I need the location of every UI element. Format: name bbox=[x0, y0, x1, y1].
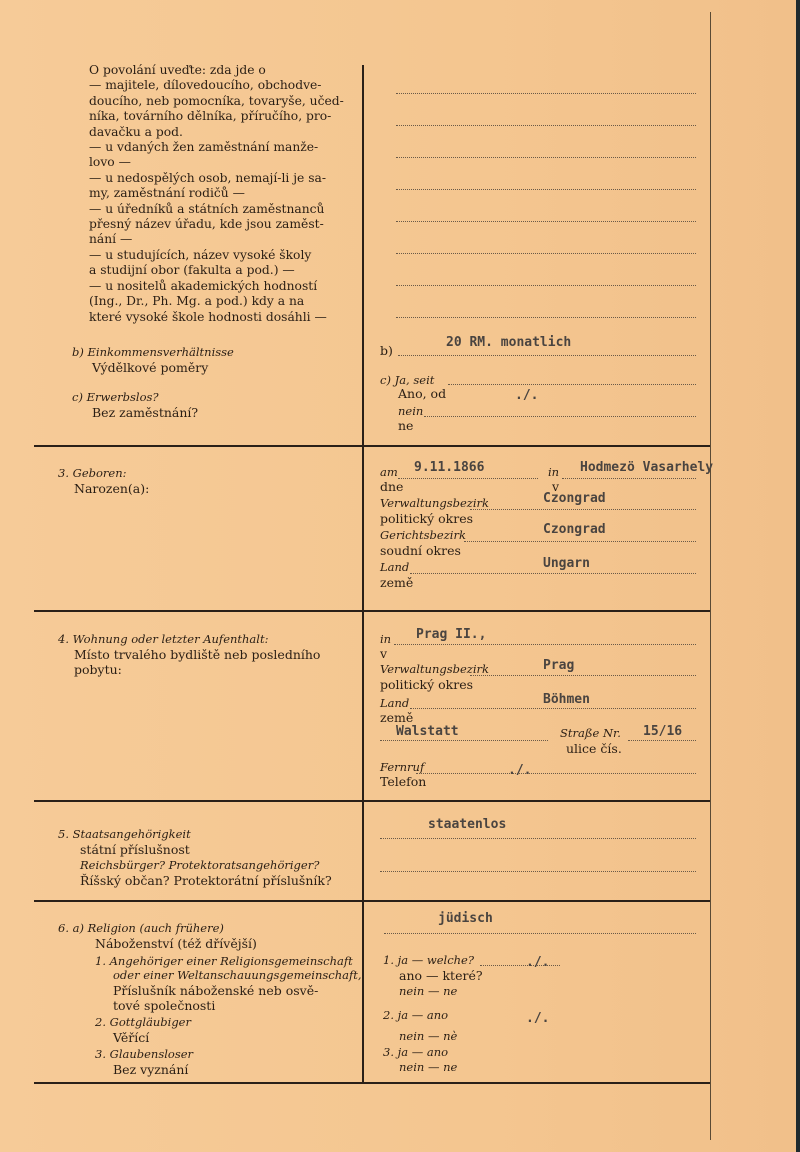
text-line: které vysoké škole hodnosti dosáhli — bbox=[89, 309, 327, 324]
res-land-label-cz: země bbox=[380, 710, 414, 725]
nein-line bbox=[424, 416, 696, 417]
income-label-de: b) Einkommensverhältnisse bbox=[72, 345, 234, 359]
entry-line bbox=[396, 285, 696, 286]
court-label-de: Gerichtsbezirk bbox=[380, 528, 466, 542]
res-district-label-de: Verwaltungsbezirk bbox=[380, 662, 489, 676]
row-divider bbox=[34, 900, 710, 902]
text-line: — u studujících, název vysoké školy bbox=[89, 247, 312, 262]
street-label-cz: ulice čís. bbox=[566, 741, 622, 756]
phone-label-cz: Telefon bbox=[380, 774, 427, 789]
text-line: lovo — bbox=[89, 155, 131, 170]
row-divider bbox=[34, 445, 710, 447]
religion-label-cz: Náboženství (též dřívější) bbox=[95, 936, 257, 951]
citizenship-line bbox=[380, 871, 696, 872]
religion-answer: jüdisch bbox=[438, 911, 493, 926]
ne-label: ne bbox=[398, 418, 414, 433]
income-prefix: b) bbox=[380, 343, 393, 358]
income-line bbox=[398, 355, 696, 356]
citizenship-sub-de: Reichsbürger? Protektoratsangehöriger? bbox=[80, 858, 320, 872]
ano-od-label: Ano, od bbox=[398, 386, 447, 401]
text-line: níka, továrního dělníka, příručího, pro- bbox=[89, 109, 332, 124]
birth-date: 9.11.1866 bbox=[414, 460, 485, 475]
am-label: am bbox=[380, 465, 398, 479]
unemployed-line bbox=[448, 384, 696, 385]
text-line: a studijní obor (fakulta a pod.) — bbox=[89, 263, 295, 278]
birth-court: Czongrad bbox=[543, 522, 606, 537]
income-label-cz: Výdělkové poměry bbox=[92, 360, 209, 375]
citizenship-answer: staatenlos bbox=[428, 817, 507, 832]
entry-line bbox=[396, 125, 696, 126]
entry-line bbox=[396, 93, 696, 94]
court-label-cz: soudní okres bbox=[380, 543, 461, 558]
citizenship-line bbox=[380, 838, 696, 839]
born-label-de: 3. Geboren: bbox=[58, 466, 127, 480]
district-line bbox=[470, 509, 696, 510]
residence-label-cz2: pobytu: bbox=[74, 662, 122, 677]
land-label-cz: země bbox=[380, 575, 414, 590]
religion-a1-answer: ./. bbox=[526, 955, 550, 970]
unemployed-label-cz: Bez zaměstnání? bbox=[92, 405, 199, 420]
religion-a3-nein: nein — ne bbox=[399, 1060, 458, 1074]
place-line bbox=[562, 478, 696, 479]
religion-item1-cz2: tové společnosti bbox=[113, 998, 216, 1013]
citizenship-label-de: 5. Staatsangehörigkeit bbox=[58, 827, 191, 841]
res-in-label: in bbox=[380, 632, 392, 646]
entry-line bbox=[396, 157, 696, 158]
unemployed-answer: ./. bbox=[515, 388, 539, 403]
res-land: Böhmen bbox=[543, 692, 590, 707]
religion-item3-de: 3. Glaubensloser bbox=[95, 1047, 194, 1061]
res-district-line bbox=[470, 675, 696, 676]
text-line: — u nositelů akademických hodností bbox=[89, 278, 318, 293]
res-district: Prag bbox=[543, 658, 575, 673]
religion-a1-de: 1. ja — welche? bbox=[383, 953, 475, 967]
text-line: přesný název úřadu, kde jsou zaměst- bbox=[89, 217, 324, 232]
res-number: 15/16 bbox=[643, 724, 683, 739]
land-label-de: Land bbox=[380, 560, 410, 574]
religion-a2-answer: ./. bbox=[526, 1011, 550, 1026]
res-land-line bbox=[410, 708, 696, 709]
nein-label: nein bbox=[398, 404, 424, 418]
text-line: O povolání uveďte: zda jde o bbox=[89, 63, 266, 77]
text-line: — u úředníků a státních zaměstnanců bbox=[89, 201, 325, 216]
religion-item2-de: 2. Gottgläubiger bbox=[95, 1015, 191, 1029]
entry-line bbox=[396, 221, 696, 222]
birth-district: Czongrad bbox=[543, 491, 606, 506]
religion-a2-de: 2. ja — ano bbox=[383, 1008, 449, 1022]
religion-item2-cz: Věřící bbox=[113, 1030, 150, 1045]
born-label-cz: Narozen(a): bbox=[74, 481, 150, 496]
dne-label: dne bbox=[380, 479, 404, 494]
entry-line bbox=[396, 317, 696, 318]
religion-item3-cz: Bez vyznání bbox=[113, 1062, 189, 1077]
birth-place: Hodmezö Vasarhely bbox=[580, 460, 714, 475]
res-place-line bbox=[394, 644, 696, 645]
res-place: Prag II., bbox=[416, 627, 487, 642]
res-street: Walstatt bbox=[396, 724, 459, 739]
res-land-label-de: Land bbox=[380, 696, 410, 710]
religion-item1-de2: oder einer Weltanschauungsgemeinschaft, bbox=[113, 968, 362, 982]
in-label: in bbox=[548, 465, 560, 479]
res-v-label: v bbox=[380, 646, 388, 661]
religion-item1-de: 1. Angehöriger einer Religionsgemeinschaft bbox=[95, 954, 353, 968]
text-line: my, zaměstnání rodičů — bbox=[89, 186, 245, 201]
row-divider bbox=[34, 610, 710, 612]
res-district-label-cz: politický okres bbox=[380, 677, 474, 692]
birth-land: Ungarn bbox=[543, 556, 590, 571]
row-divider bbox=[34, 800, 710, 802]
religion-line bbox=[384, 933, 696, 934]
religion-a1-nein: nein — ne bbox=[399, 984, 458, 998]
unemployed-since-label: c) Ja, seit bbox=[380, 373, 435, 387]
text-line: — majitele, dílovedoucího, obchodve- bbox=[89, 78, 322, 93]
entry-line bbox=[396, 189, 696, 190]
text-line: — u nedospělých osob, nemají-li je sa- bbox=[89, 170, 327, 185]
res-phone: ./. bbox=[508, 763, 532, 778]
religion-item1-cz: Příslušník náboženské neb osvě- bbox=[113, 983, 319, 998]
text-line: (Ing., Dr., Ph. Mg. a pod.) kdy a na bbox=[89, 294, 305, 309]
religion-a3-de: 3. ja — ano bbox=[383, 1045, 449, 1059]
phone-label-de: Fernruf bbox=[380, 760, 425, 774]
text-line: doucího, neb pomocníka, tovaryše, učed- bbox=[89, 93, 344, 108]
v-label: v bbox=[552, 479, 560, 494]
phone-line bbox=[416, 773, 696, 774]
margin-line bbox=[710, 12, 711, 1140]
street-line bbox=[380, 740, 548, 741]
citizenship-sub-cz: Říšský občan? Protektorátní příslušník? bbox=[80, 873, 332, 888]
street-label-de: Straße Nr. bbox=[560, 726, 621, 740]
land-line bbox=[410, 573, 696, 574]
unemployed-label-de: c) Erwerbslos? bbox=[72, 390, 159, 404]
text-line: nání — bbox=[89, 232, 133, 247]
citizenship-label-cz: státní příslušnost bbox=[80, 842, 190, 857]
scan-edge bbox=[796, 0, 800, 1152]
religion-label-de: 6. a) Religion (auch frühere) bbox=[58, 921, 224, 935]
entry-line bbox=[396, 253, 696, 254]
occupation-instructions bbox=[89, 63, 344, 325]
number-line bbox=[628, 740, 696, 741]
income-answer: 20 RM. monatlich bbox=[446, 335, 572, 350]
text-line: davačku a pod. bbox=[89, 124, 183, 139]
column-divider bbox=[362, 65, 364, 1083]
district-label-cz: politický okres bbox=[380, 511, 474, 526]
row-divider bbox=[34, 1082, 710, 1084]
residence-label-de: 4. Wohnung oder letzter Aufenthalt: bbox=[58, 632, 269, 646]
text-line: — u vdaných žen zaměstnání manže- bbox=[89, 140, 319, 155]
religion-a1-cz: ano — které? bbox=[399, 968, 483, 983]
date-line bbox=[398, 478, 538, 479]
district-label-de: Verwaltungsbezirk bbox=[380, 496, 489, 510]
religion-a2-nein: nein — nè bbox=[399, 1029, 458, 1043]
residence-label-cz: Místo trvalého bydliště neb posledního bbox=[74, 647, 321, 662]
court-line bbox=[464, 541, 696, 542]
